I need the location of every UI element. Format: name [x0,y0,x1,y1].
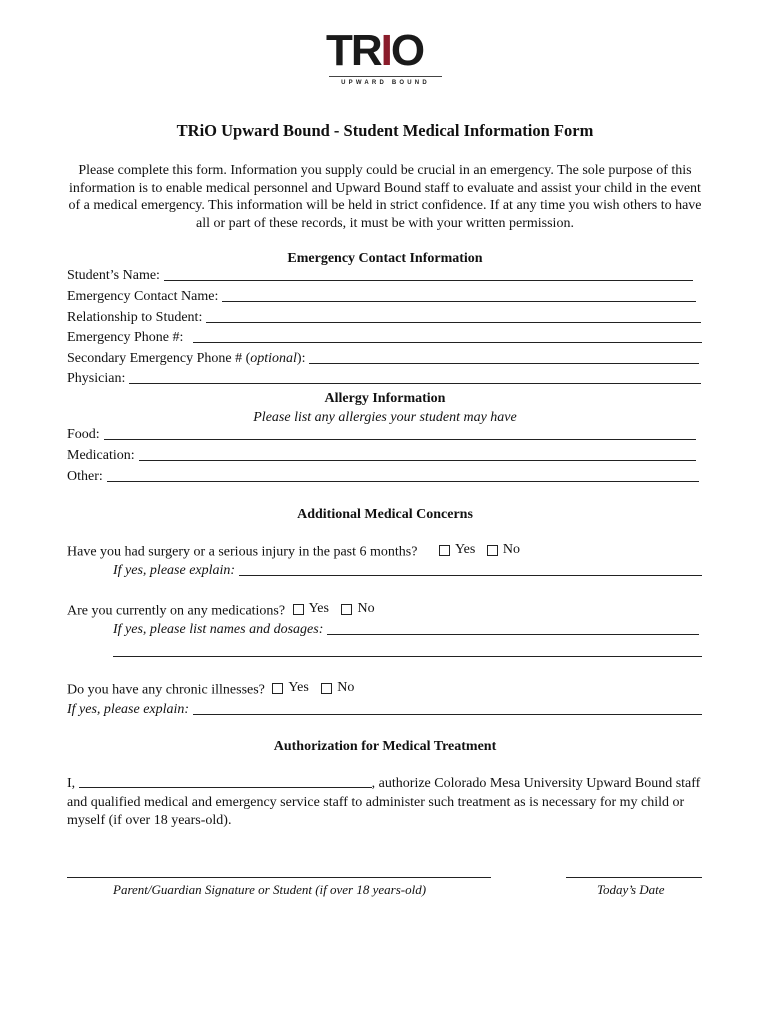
date-caption: Today’s Date [597,882,665,897]
medication-blank[interactable] [139,448,696,461]
physician-label: Physician: [67,371,126,386]
chronic-no-option[interactable]: No [312,680,354,696]
form-title: TRiO Upward Bound - Student Medical Information Form [176,121,594,140]
authorization-heading: Authorization for Medical Treatment [273,739,497,754]
chronic-yes-option[interactable]: Yes [260,680,308,696]
surgery-no-checkbox[interactable] [487,545,498,556]
chronic-question-text: Do you have any chronic illnesses? [67,682,265,698]
logo-tagline: UPWARD BOUND [341,80,430,86]
medication-label: Medication: [67,448,135,463]
medications-explain-blank[interactable] [327,622,699,635]
medications-explain-label: If yes, please list names and dosages: [113,622,324,637]
surgery-explain-blank[interactable] [239,563,702,576]
surgery-no-option[interactable]: No [479,542,520,558]
signature-line[interactable] [67,877,491,878]
emergency-phone-blank[interactable] [193,330,702,343]
medications-extra-line[interactable] [113,656,702,657]
emergency-phone-field[interactable] [67,330,702,346]
other-allergy-field[interactable] [67,469,699,485]
relationship-blank[interactable] [206,310,701,323]
food-blank[interactable] [104,427,696,440]
medical-heading: Additional Medical Concerns [297,507,473,522]
medication-allergy-field[interactable] [67,448,696,464]
allergy-heading: Allergy Information [324,391,446,406]
physician-blank[interactable] [129,371,701,384]
authorization-paragraph: I, , authorize Colorado Mesa University Upward Bound staff and qualified medical and emergency service staff to administer such treatment as is necessary for my child or myself (if over 18 years-old). [67,776,701,828]
chronic-explain-field[interactable] [67,702,702,718]
surgery-explain-field[interactable] [113,563,702,579]
relationship-label: Relationship to Student: [67,310,203,325]
signature-caption: Parent/Guardian Signature or Student (if over 18 years-old) [113,882,427,897]
food-allergy-field[interactable] [67,427,696,443]
surgery-question-text: Have you had surgery or a serious injury in the past 6 months? [67,544,418,560]
chronic-explain-blank[interactable] [193,702,702,715]
medications-no-option[interactable]: No [332,601,374,617]
surgery-explain-label: If yes, please explain: [113,563,236,578]
chronic-question [67,680,354,699]
secondary-phone-label: Secondary Emergency Phone # (optional): [67,351,306,366]
contact-name-field[interactable] [67,289,696,305]
authorizer-name-blank[interactable] [79,775,372,788]
allergy-subheading: Please list any allergies your student may have [253,410,517,425]
medications-no-checkbox[interactable] [341,604,352,615]
trio-logo [326,26,446,87]
date-line[interactable] [566,877,702,878]
student-name-blank[interactable] [164,268,693,281]
other-blank[interactable] [107,469,699,482]
surgery-yes-option[interactable]: Yes [427,542,475,558]
chronic-no-checkbox[interactable] [321,683,332,694]
emergency-heading: Emergency Contact Information [287,251,483,266]
student-name-field[interactable] [67,268,693,284]
relationship-field[interactable] [67,310,701,326]
physician-field[interactable] [67,371,701,387]
student-name-label: Student’s Name: [67,268,160,283]
surgery-yes-checkbox[interactable] [439,545,450,556]
medications-yes-option[interactable]: Yes [281,601,329,617]
medications-question [67,601,375,620]
logo-rule [329,76,442,77]
logo-wordmark: TRIO [326,26,424,75]
secondary-phone-field[interactable] [67,351,699,367]
medications-question-text: Are you currently on any medications? [67,603,286,619]
secondary-phone-blank[interactable] [309,351,699,364]
chronic-yes-checkbox[interactable] [272,683,283,694]
chronic-explain-label: If yes, please explain: [67,702,190,717]
medications-yes-checkbox[interactable] [293,604,304,615]
surgery-question [67,542,520,561]
intro-paragraph: Please complete this form. Information you supply could be crucial in an emergency. The sole purpose of this information is to enable medical personnel and Upward Bound staff to evaluate and assist your child in the event of a medical emergency. This information will be held in strict confidence. If at any time you wish others to have all or part of these records, it must be with your written permission. [68,163,702,231]
other-label: Other: [67,469,103,484]
contact-name-label: Emergency Contact Name: [67,289,219,304]
contact-name-blank[interactable] [222,289,696,302]
food-label: Food: [67,427,100,442]
emergency-phone-label: Emergency Phone #: [67,330,184,345]
medications-explain-field[interactable] [113,622,699,638]
